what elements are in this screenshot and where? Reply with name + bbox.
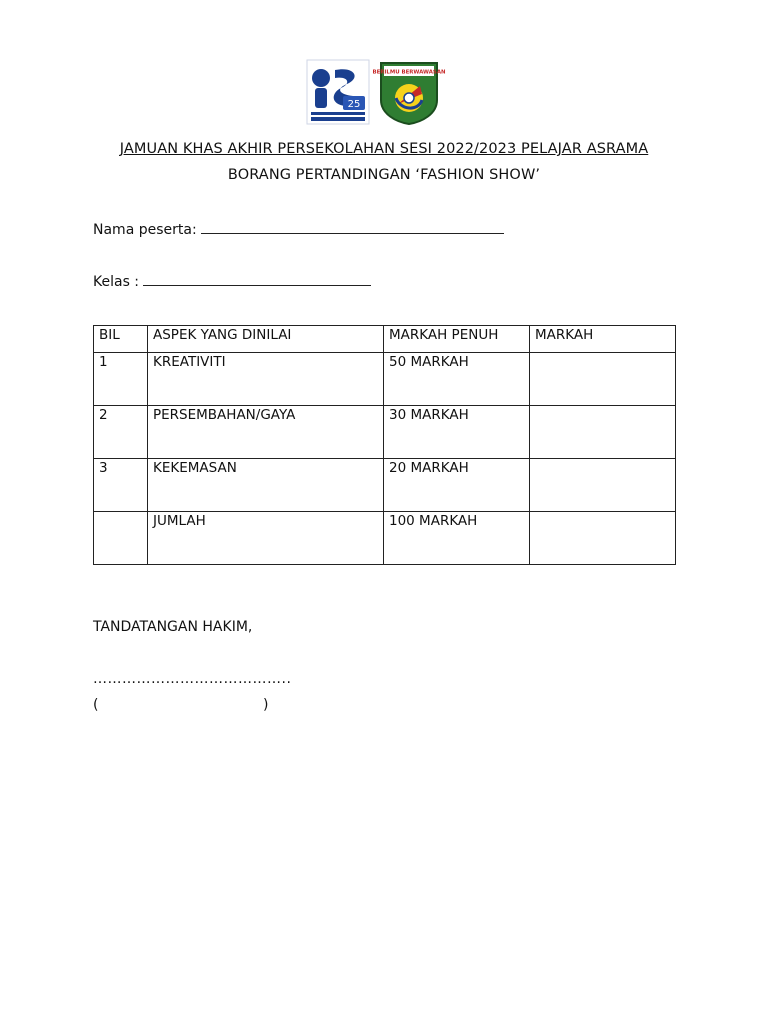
document-subtitle: BORANG PERTANDINGAN ‘FASHION SHOW’ <box>227 167 541 183</box>
class-field[interactable] <box>93 273 371 290</box>
cell-markah-penuh: 50 MARKAH <box>384 353 530 406</box>
school-crest-icon <box>372 60 446 126</box>
score-table <box>93 325 676 565</box>
table-header-row <box>94 326 676 353</box>
cell-aspek: KEKEMASAN <box>148 459 384 512</box>
document-title: JAMUAN KHAS AKHIR PERSEKOLAHAN SESI 2022/2023 PELAJAR ASRAMA <box>119 141 649 157</box>
cell-markah-input[interactable] <box>530 512 676 565</box>
header-bil: BIL <box>94 326 148 353</box>
participant-name-blank[interactable] <box>201 221 504 234</box>
cell-bil: 3 <box>94 459 148 512</box>
cell-aspek: PERSEMBAHAN/GAYA <box>148 406 384 459</box>
cell-bil: 1 <box>94 353 148 406</box>
logo-number: 25 <box>347 99 361 110</box>
table-row <box>94 353 676 406</box>
cell-markah-penuh: 100 MARKAH <box>384 512 530 565</box>
cell-markah-penuh: 30 MARKAH <box>384 406 530 459</box>
cell-bil: 2 <box>94 406 148 459</box>
cell-markah-input[interactable] <box>530 459 676 512</box>
judge-signature-label: TANDATANGAN HAKIM, <box>93 619 253 635</box>
logo-group <box>307 60 446 126</box>
cell-markah-input[interactable] <box>530 406 676 459</box>
class-blank[interactable] <box>143 273 371 286</box>
participant-name-field[interactable] <box>93 221 504 238</box>
open-paren: ( <box>93 697 99 713</box>
header-markah-penuh: MARKAH PENUH <box>384 326 530 353</box>
school-logo-icon <box>307 60 369 124</box>
crest-motto: BERILMU BERWAWASAN <box>372 69 446 76</box>
header-aspek: ASPEK YANG DINILAI <box>148 326 384 353</box>
cell-markah-penuh: 20 MARKAH <box>384 459 530 512</box>
table-total-row <box>94 512 676 565</box>
table-row <box>94 406 676 459</box>
signature-line[interactable]: ………………………………….. <box>93 671 292 687</box>
close-paren: ) <box>263 697 269 713</box>
cell-aspek: JUMLAH <box>148 512 384 565</box>
cell-markah-input[interactable] <box>530 353 676 406</box>
participant-name-label: Nama peserta: <box>93 222 197 238</box>
cell-aspek: KREATIVITI <box>148 353 384 406</box>
table-row <box>94 459 676 512</box>
header-markah: MARKAH <box>530 326 676 353</box>
class-label: Kelas : <box>93 274 140 290</box>
cell-bil <box>94 512 148 565</box>
